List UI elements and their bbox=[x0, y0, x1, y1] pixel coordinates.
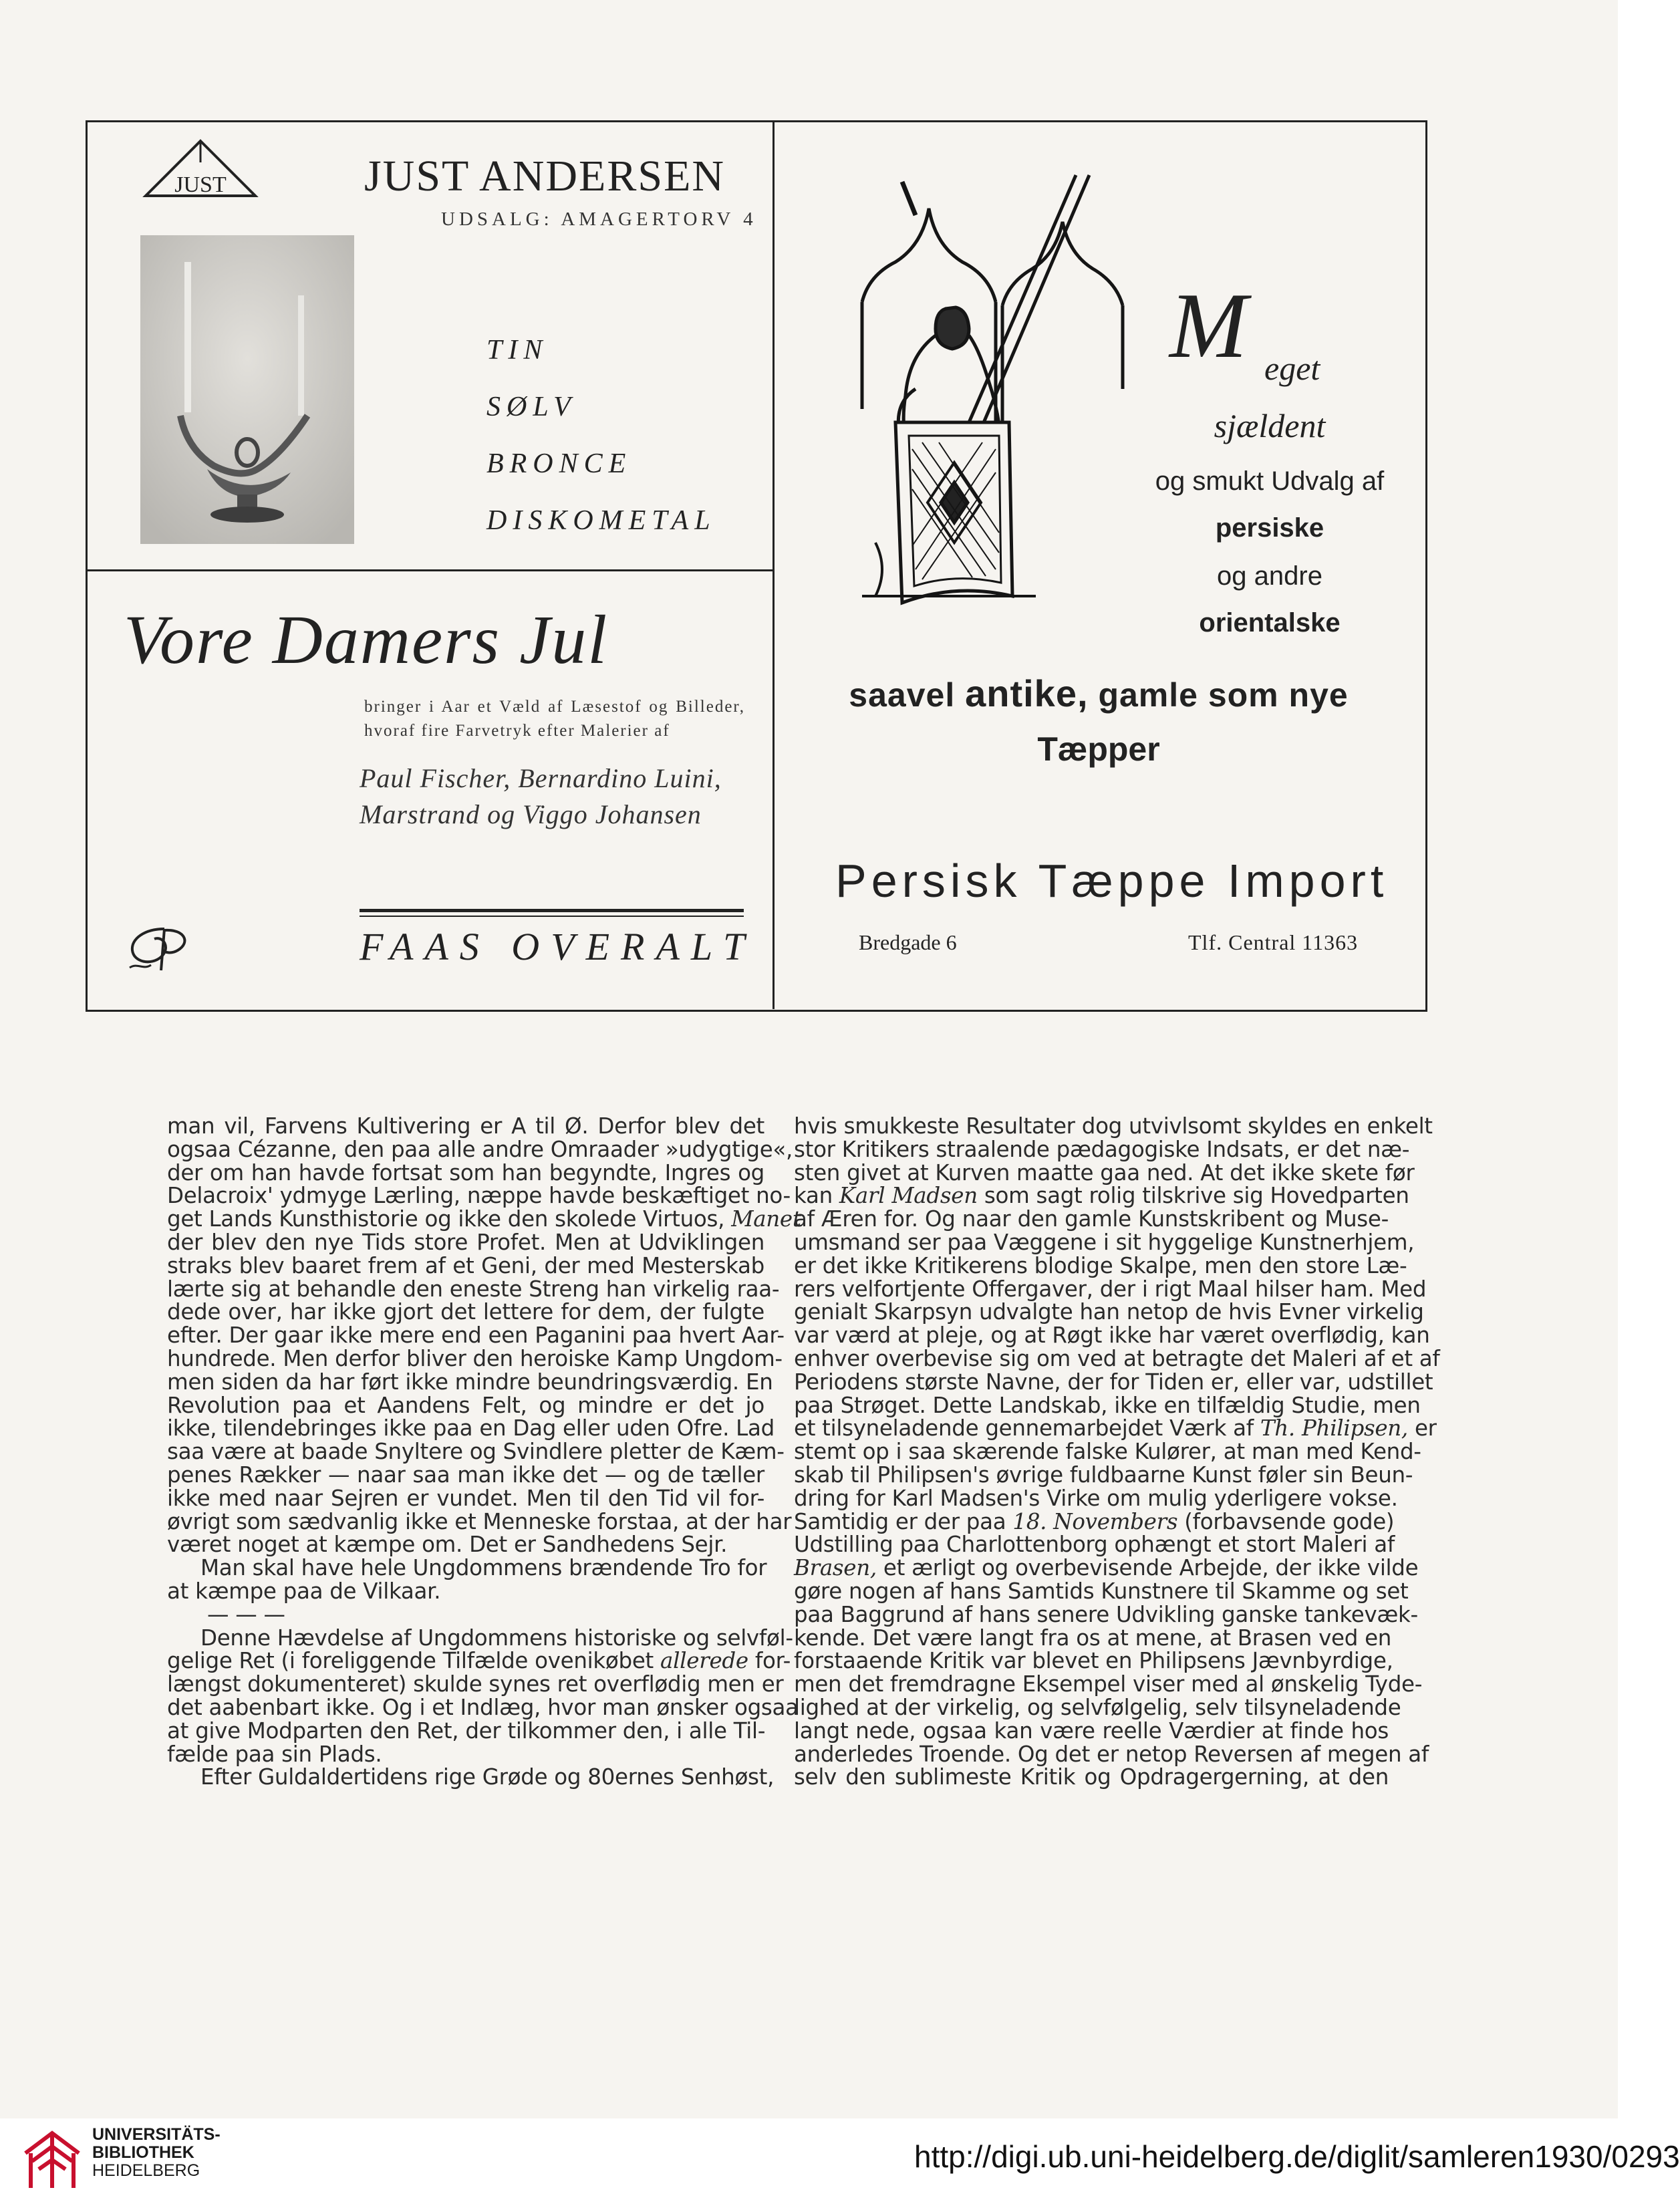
text-line-main: sten givet at Kurven maatte gaa ned. At det ikke skete før bbox=[794, 1159, 1415, 1186]
text-line-main: get Lands Kunsthistorie og ikke den skolede Virtuos, bbox=[167, 1206, 725, 1232]
text-line bbox=[167, 1323, 785, 1349]
text-line bbox=[167, 1415, 775, 1441]
text-line-main: var værd at pleje, og at Røgt ikke har været overflødig, kan bbox=[794, 1323, 1430, 1349]
text-line bbox=[167, 1648, 791, 1674]
text-line bbox=[794, 1276, 1427, 1302]
text-line bbox=[794, 1719, 1389, 1743]
text-line-main: der blev den nye Tids store Profet. Men at Udviklingen bbox=[167, 1229, 764, 1255]
text-line bbox=[167, 1580, 764, 1603]
text-line-main: at kæmpe paa de Vilkaar. bbox=[167, 1578, 441, 1604]
text-line-main: gøre nogen af hans Samtids Kunstnere til Skamme og set bbox=[794, 1578, 1409, 1604]
company-address: Bredgade 6 bbox=[859, 930, 957, 954]
text-line bbox=[167, 1394, 764, 1417]
painters-line-2: Marstrand og Viggo Johansen bbox=[360, 799, 702, 829]
text-line-main: fælde paa sin Plads. bbox=[167, 1741, 382, 1767]
text-line bbox=[167, 1276, 780, 1302]
metal-solv: SØLV bbox=[486, 392, 577, 422]
text-line-main: stor Kritikers straalende pædagogiske Indsats, er det næ- bbox=[794, 1136, 1410, 1162]
text-line-main: Periodens største Navne, der for Tiden er, eller var, udstillet bbox=[794, 1369, 1433, 1395]
taepper-text: Tæpper bbox=[1037, 730, 1160, 768]
text-line bbox=[167, 1719, 764, 1743]
text-line bbox=[794, 1601, 1418, 1627]
text-line-main: længst dokumenteret) skulde synes ret overflødig men er bbox=[167, 1671, 784, 1697]
metal-tin: TIN bbox=[486, 335, 549, 366]
university-library-logo-icon bbox=[19, 2113, 86, 2193]
text-line-post: for- bbox=[754, 1648, 791, 1674]
double-rule-top bbox=[360, 909, 744, 912]
text-line-main: paa Baggrund af hans senere Udvikling ganske tankevæk- bbox=[794, 1601, 1418, 1627]
text-line-main: paa Strøget. Dette Landskab, ikke en tilfældig Studie, men bbox=[794, 1392, 1421, 1418]
text-line bbox=[794, 1136, 1410, 1162]
metal-bronce: BRONCE bbox=[486, 448, 632, 479]
text-line bbox=[167, 1439, 785, 1465]
vore-damers-jul-title: Vore Damers Jul bbox=[124, 601, 609, 678]
text-line-main: det aabenbart ikke. Og i et Indlæg, hvor man ønsker ogsaa bbox=[167, 1694, 799, 1720]
painters-list bbox=[360, 761, 747, 833]
text-line bbox=[794, 1671, 1423, 1697]
text-line-main: Delacroix' ydmyge Lærling, næppe havde beskæftiget no- bbox=[167, 1183, 791, 1209]
text-line-italic: Karl Madsen bbox=[839, 1183, 978, 1209]
text-line-post: som sagt rolig tilskrive sig Hovedparten bbox=[984, 1183, 1409, 1209]
text-column-right bbox=[794, 1113, 1440, 1790]
text-line-italic: 18. Novembers bbox=[1012, 1508, 1178, 1534]
text-line-main: dring for Karl Madsen's Virke om mulig yderligere vokse. bbox=[794, 1485, 1398, 1511]
text-line bbox=[794, 1345, 1440, 1371]
text-line bbox=[794, 1369, 1433, 1395]
text-line-main: Revolution paa et Aandens Felt, og mindre er det jo bbox=[167, 1392, 764, 1418]
text-line-main: efter. Der gaar ikke mere end een Paganini paa hvert Aar- bbox=[167, 1323, 785, 1349]
text-line-main: ikke med naar Sejren er vundet. Men til den Tid vil for- bbox=[167, 1485, 764, 1511]
text-line bbox=[794, 1648, 1393, 1674]
orientalske-text: orientalske bbox=[1199, 608, 1341, 638]
text-line-italic: Th. Philipsen, bbox=[1260, 1415, 1408, 1441]
text-line bbox=[167, 1533, 764, 1556]
text-line-main: umsmand ser paa Væggene i sit hyggelige Kunstnerhjem, bbox=[794, 1229, 1415, 1255]
text-line bbox=[794, 1508, 1395, 1534]
text-line-main: genialt Skarpsyn udvalgte han netop de hvis Evner virkelig bbox=[794, 1299, 1424, 1325]
saavel-line bbox=[774, 672, 1423, 715]
text-line-main: Denne Hævdelse af Ungdommens historiske og selvføl- bbox=[200, 1625, 793, 1651]
text-line bbox=[167, 1508, 792, 1534]
text-line bbox=[794, 1462, 1413, 1488]
text-line bbox=[794, 1229, 1415, 1255]
text-line bbox=[794, 1555, 1419, 1581]
metal-diskometal: DISKOMETAL bbox=[486, 505, 716, 536]
text-line bbox=[167, 1254, 764, 1278]
text-line-main: selv den sublimeste Kritik og Opdragergerning, at den bbox=[794, 1764, 1389, 1790]
saavel-antike: antike, bbox=[965, 672, 1089, 714]
text-line-post: et ærligt og overbevisende Arbejde, der ikke vilde bbox=[883, 1555, 1419, 1581]
text-line bbox=[794, 1252, 1407, 1278]
candelabra-image bbox=[140, 235, 354, 544]
text-line-italic: allerede bbox=[660, 1648, 748, 1674]
text-line bbox=[167, 1300, 764, 1324]
ad-horizontal-divider bbox=[86, 569, 774, 571]
library-line-3: HEIDELBERG bbox=[92, 2161, 200, 2180]
text-line bbox=[794, 1439, 1421, 1465]
text-line-main: saa være at baade Snyltere og Svindlere pletter de Kæm- bbox=[167, 1439, 785, 1465]
text-line-main: penes Rækker — naar saa man ikke det — og de tæller bbox=[167, 1462, 764, 1488]
meget-initial: M bbox=[1169, 274, 1248, 378]
text-line bbox=[794, 1578, 1409, 1604]
company-phone: Tlf. Central 11363 bbox=[1188, 930, 1359, 954]
text-line bbox=[167, 1464, 764, 1487]
text-line bbox=[167, 1694, 799, 1720]
text-line-main: rers velfortjente Offergaver, der i rigt Maal hilser ham. Med bbox=[794, 1276, 1427, 1302]
text-line bbox=[167, 1555, 767, 1581]
text-line-main: et tilsyneladende gennemarbejdet Værk af bbox=[794, 1415, 1254, 1441]
text-line-main: Udstilling paa Charlottenborg ophængt et stort Maleri af bbox=[794, 1532, 1395, 1558]
faas-overalt-tagline: FAAS OVERALT bbox=[360, 925, 756, 968]
publisher-monogram-logo bbox=[124, 922, 198, 976]
text-line-main: anderledes Troende. Og det er netop Reversen af megen af bbox=[794, 1741, 1429, 1767]
text-line-italic: Manet bbox=[731, 1206, 801, 1232]
udvalg-text: og smukt Udvalg af bbox=[1155, 466, 1385, 496]
ad-vertical-divider bbox=[773, 120, 775, 1009]
text-line-main: hvis smukkeste Resultater dog utvivlsomt skyldes en enkelt bbox=[794, 1113, 1433, 1139]
text-line-main: Efter Guldaldertidens rige Grøde og 80ernes Senhøst, bbox=[200, 1764, 775, 1790]
vore-damers-jul-text: bringer i Aar et Væld af Læsestof og Billeder, hvoraf fire Farvetryk efter Malerier af bbox=[364, 698, 745, 740]
candelabra-photo bbox=[140, 235, 354, 544]
text-line-main: øvrigt som sædvanlig ikke et Menneske forstaa, at der har bbox=[167, 1508, 792, 1534]
logo-text: JUST bbox=[174, 172, 227, 197]
painters-line-1: Paul Fischer, Bernardino Luini, bbox=[360, 763, 722, 793]
text-line-main: kende. Det være langt fra os at mene, at Brasen ved en bbox=[794, 1625, 1392, 1651]
persiske-text: persiske bbox=[1215, 513, 1324, 543]
text-line-main: men det fremdragne Eksempel viser med al ønskelig Tyde- bbox=[794, 1671, 1423, 1697]
text-line bbox=[167, 1231, 764, 1254]
text-line bbox=[167, 1183, 791, 1209]
text-line bbox=[167, 1345, 783, 1371]
text-line-main: ikke, tilendebringes ikke paa en Dag eller uden Ofre. Lad bbox=[167, 1415, 775, 1441]
text-line bbox=[167, 1743, 764, 1766]
saavel-post: gamle som nye bbox=[1098, 676, 1349, 714]
text-line bbox=[167, 1115, 764, 1138]
text-line-italic: Brasen, bbox=[794, 1555, 877, 1581]
just-andersen-address: UDSALG: AMAGERTORV 4 bbox=[441, 209, 757, 230]
company-name: Persisk Tæppe Import bbox=[835, 855, 1389, 907]
text-line bbox=[794, 1208, 1389, 1231]
text-line bbox=[794, 1415, 1437, 1441]
text-line-main: straks blev baaret frem af et Geni, der med Mesterskab bbox=[167, 1252, 764, 1278]
text-line-main: men siden da har ført ikke mindre beundringsværdig. En bbox=[167, 1369, 773, 1395]
text-line-main: er det ikke Kritikerens blodige Skalpe, men den store Læ- bbox=[794, 1252, 1407, 1278]
text-line bbox=[794, 1766, 1389, 1789]
text-line bbox=[794, 1625, 1392, 1651]
text-line bbox=[794, 1183, 1409, 1209]
text-line bbox=[794, 1694, 1401, 1720]
text-line-main: lighed at der virkelig, og selvfølgelig, selv tilsyneladende bbox=[794, 1694, 1401, 1720]
just-andersen-logo bbox=[140, 136, 261, 202]
text-line-post: er bbox=[1414, 1415, 1437, 1441]
text-line-main: ogsaa Cézanne, den paa alle andre Omraader »udygtige«, bbox=[167, 1136, 793, 1162]
text-line bbox=[794, 1392, 1421, 1418]
text-line bbox=[167, 1136, 793, 1162]
text-line-main: været noget at kæmpe om. Det er Sandhedens Sejr. bbox=[167, 1532, 728, 1558]
text-line bbox=[167, 1487, 764, 1510]
text-line-main: af Æren for. Og naar den gamle Kunstskribent og Muse- bbox=[794, 1206, 1389, 1232]
text-line bbox=[794, 1532, 1395, 1558]
text-line bbox=[794, 1323, 1430, 1349]
text-line-main: gelige Ret (i foreliggende Tilfælde ovenikøbet bbox=[167, 1648, 654, 1674]
text-line-main: man vil, Farvens Kultivering er A til Ø. Derfor blev det bbox=[167, 1113, 764, 1139]
text-line-main: skab til Philipsen's øvrige fuldbaarne Kunst føler sin Beun- bbox=[794, 1462, 1413, 1488]
text-line bbox=[167, 1206, 801, 1232]
text-line-main: hundrede. Men derfor bliver den heroiske Kamp Ungdom- bbox=[167, 1345, 783, 1371]
sjaeldent-text: sjældent bbox=[1214, 407, 1326, 444]
text-line bbox=[167, 1625, 793, 1651]
text-line bbox=[794, 1299, 1424, 1325]
just-andersen-name: JUST ANDERSEN bbox=[364, 152, 726, 200]
university-library-name bbox=[92, 2126, 221, 2180]
meget-rest: eget bbox=[1264, 350, 1320, 387]
library-line-1: UNIVERSITÄTS- bbox=[92, 2125, 221, 2144]
double-rule-bottom bbox=[360, 916, 744, 917]
source-url-link[interactable]: http://digi.ub.uni-heidelberg.de/diglit/samleren1930/0293 bbox=[914, 2139, 1680, 2174]
text-line-main: der om han havde fortsat som han begyndte, Ingres og bbox=[167, 1159, 764, 1186]
text-line-main: at give Modparten den Ret, der tilkommer den, i alle Til- bbox=[167, 1717, 766, 1744]
saavel-pre: saavel bbox=[849, 676, 956, 714]
text-line bbox=[167, 1369, 773, 1395]
og-andre-text: og andre bbox=[1217, 561, 1322, 591]
text-line-main: langt nede, ogsaa kan være reelle Værdier at finde hos bbox=[794, 1717, 1389, 1744]
text-line-main: — — — bbox=[207, 1601, 285, 1627]
text-line-main: lærte sig at behandle den eneste Streng han virkelig raa- bbox=[167, 1276, 780, 1302]
text-column-left bbox=[167, 1113, 801, 1790]
text-line-main: forstaaende Kritik var blevet en Philipsens Jævnbyrdige, bbox=[794, 1648, 1393, 1674]
text-line-main: enhver overbevise sig om ved at betragte det Maleri af et af bbox=[794, 1345, 1440, 1371]
text-line bbox=[167, 1161, 764, 1185]
text-line bbox=[794, 1113, 1433, 1139]
library-line-2: BIBLIOTHEK bbox=[92, 2143, 194, 2162]
text-line-main: Samtidig er der paa bbox=[794, 1508, 1006, 1534]
text-line-post: (forbavsende gode) bbox=[1184, 1508, 1395, 1534]
text-line bbox=[167, 1603, 764, 1627]
text-line-main: stemt op i saa skærende falske Kulører, at man med Kend- bbox=[794, 1439, 1421, 1465]
text-line bbox=[167, 1671, 784, 1697]
text-line-main: kan bbox=[794, 1183, 833, 1209]
text-line bbox=[794, 1741, 1429, 1767]
text-line-main: dede over, har ikke gjort det lettere for dem, der fulgte bbox=[167, 1299, 764, 1325]
text-line bbox=[794, 1159, 1415, 1186]
text-line-main: Man skal have hele Ungdommens brændende Tro for bbox=[200, 1555, 767, 1581]
text-line bbox=[794, 1485, 1398, 1511]
text-line bbox=[167, 1764, 775, 1790]
